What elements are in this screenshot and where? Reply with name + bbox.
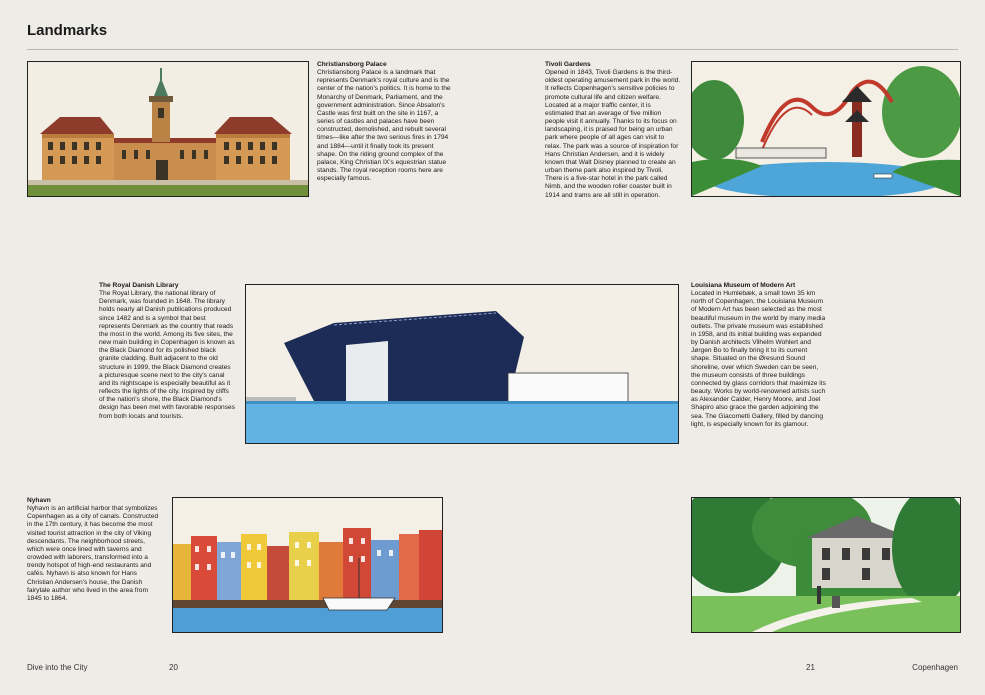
header-divider [27, 49, 958, 50]
nyhavn-body: Nyhavn is an artificial harbor that symbolizes Copenhagen as a city of canals. Constructed in the 17th century, it has become the most visited tourist attraction in the city of Viking descendants. The neighborhood streets, which were once lined with taverns and crowded with laborers, transformed into a trendy hotspot of high-end restaurants and cafés. Nyhavn is also known for Hans Christian Andersen's house, the Danish fairytale author who lived in the area from 1845 to 1864. [27, 505, 159, 602]
footer-right-page-number: 21 [806, 663, 815, 672]
louisiana-section [691, 282, 827, 429]
christiansborg-illustration [27, 61, 309, 197]
tivoli-body: Opened in 1843, Tivoli Gardens is the third-oldest operating amusement park in the world. It reflects Copenhagen's sensitive policies to promote cultural life and citizen welfare. Located at a major traffic center, it is estimated that an average of five million people visit it annually. Thanks to its focus on landscaping, it is praised for being an urban park where people of all ages can visit to relax. The park was a source of inspiration for Hans Christian Andersen, and it is widely known that Walt Disney planned to create an urban theme park also inspired by Tivoli. There is a five-star hotel in the park called Nimb, and the wooden roller coaster built in 1914 and trams are all still in operation. [545, 69, 681, 199]
nyhavn-section [27, 497, 163, 603]
louisiana-heading: Louisiana Museum of Modern Art [691, 282, 796, 289]
footer-right-label: Copenhagen [912, 663, 958, 672]
royal-library-heading: The Royal Danish Library [99, 282, 179, 289]
tivoli-section [545, 61, 681, 200]
christiansborg-body: Christiansborg Palace is a landmark that represents Denmark's royal culture and is the center of the nation's politics. It is home to the Monarchy of Denmark, Parliament, and the government administration. Since Absalon's Castle was first built on the site in 1167, a series of castles and palaces have been constructed, demolished, and rebuilt several times—like after the two serious fires in 1794 and 1884—until it finally took its present shape. On the riding ground complex of the palace, King Christian IX's equestrian statue stands. The royal reception rooms here are especially famous. [317, 69, 451, 183]
nyhavn-illustration [172, 497, 443, 633]
louisiana-body: Located in Humlebæk, a small town 35 km north of Copenhagen, the Louisiana Museum of Modern Art has been selected as the most beautiful museum in the world by many media outlets. The private museum was established in 1958, and its initial building was expanded by Danish architects Vilhelm Wohlert and Jørgen Bo to finally bring it to its current shape. Situated on the Øresund Sound shoreline, over which Sweden can be seen, the museum consists of three buildings connected by glass corridors that maximize its beauty. Works by world-renowned artists such as Alexander Calder, Henry Moore, and Joel Shapiro also grace the garden adjoining the sea. The Giacometti Gallery, filled by dancing light, is especially known for its glamour. [691, 290, 826, 428]
royal-library-section [99, 282, 235, 421]
christiansborg-heading: Christiansborg Palace [317, 61, 387, 68]
tivoli-heading: Tivoli Gardens [545, 61, 591, 68]
royal-library-body: The Royal Library, the national library of Denmark, was founded in 1648. The library holds nearly all Danish publications produced since 1482 and is a symbol that best represents Denmark as the country that reads the most in the world. Among its five sites, the new main building in Copenhagen is known as the Black Diamond for its polished black granite cladding. Built adjacent to the old structure in 1999, the Black Diamond creates a picturesque scene next to the city's canal and its nightscape is especially beautiful as it reflects the lights of the city. Inspired by cliffs of the nation's shore, the Black Diamond's design has been met with favorable responses from both locals and tourists. [99, 290, 235, 420]
royal-library-illustration [245, 284, 679, 444]
louisiana-illustration [691, 497, 961, 633]
tivoli-illustration [691, 61, 961, 197]
christiansborg-section [317, 61, 453, 183]
footer-left-page-number: 20 [169, 663, 178, 672]
footer-left-label: Dive into the City [27, 663, 88, 672]
page-title: Landmarks [27, 22, 108, 39]
nyhavn-heading: Nyhavn [27, 497, 51, 504]
